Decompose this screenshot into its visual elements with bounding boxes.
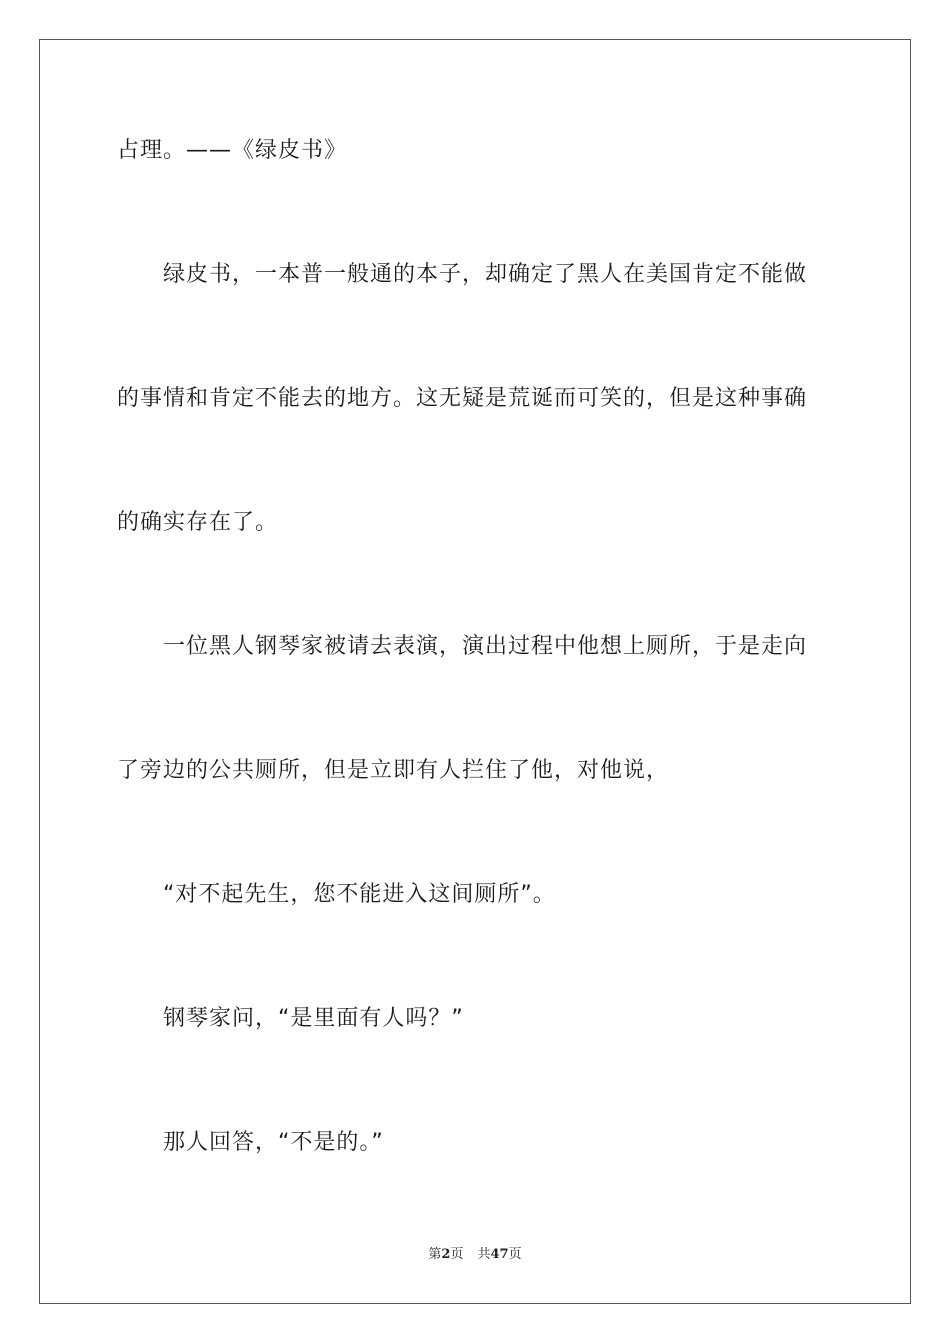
text-line-5: 一位黑人钢琴家被请去表演，演出过程中他想上厕所，于是走向 (163, 634, 808, 659)
page-border (39, 39, 911, 1304)
total-suffix: 页 (508, 1247, 522, 1262)
text-line-3: 的事情和肯定不能去的地方。这无疑是荒诞而可笑的，但是这种事确 (117, 386, 808, 411)
text-line-7: “对不起先生，您不能进入这间厕所”。 (163, 882, 556, 907)
total-pages: 47 (490, 1247, 509, 1262)
page-footer (0, 1246, 950, 1264)
page-suffix: 页 (450, 1247, 464, 1262)
text-line-6: 了旁边的公共厕所，但是立即有人拦住了他，对他说， (117, 758, 670, 783)
page-prefix: 第 (428, 1247, 442, 1262)
text-line-4: 的确实存在了。 (117, 510, 279, 535)
text-line-1: 占理。——《绿皮书》 (117, 138, 348, 163)
text-line-8: 钢琴家问，“是里面有人吗？” (163, 1006, 464, 1031)
page-number: 2 (441, 1247, 451, 1262)
text-line-2: 绿皮书，一本普一般通的本子，却确定了黑人在美国肯定不能做 (163, 262, 808, 287)
text-line-9: 那人回答，“不是的。” (163, 1130, 384, 1155)
total-prefix: 共 (477, 1247, 491, 1262)
